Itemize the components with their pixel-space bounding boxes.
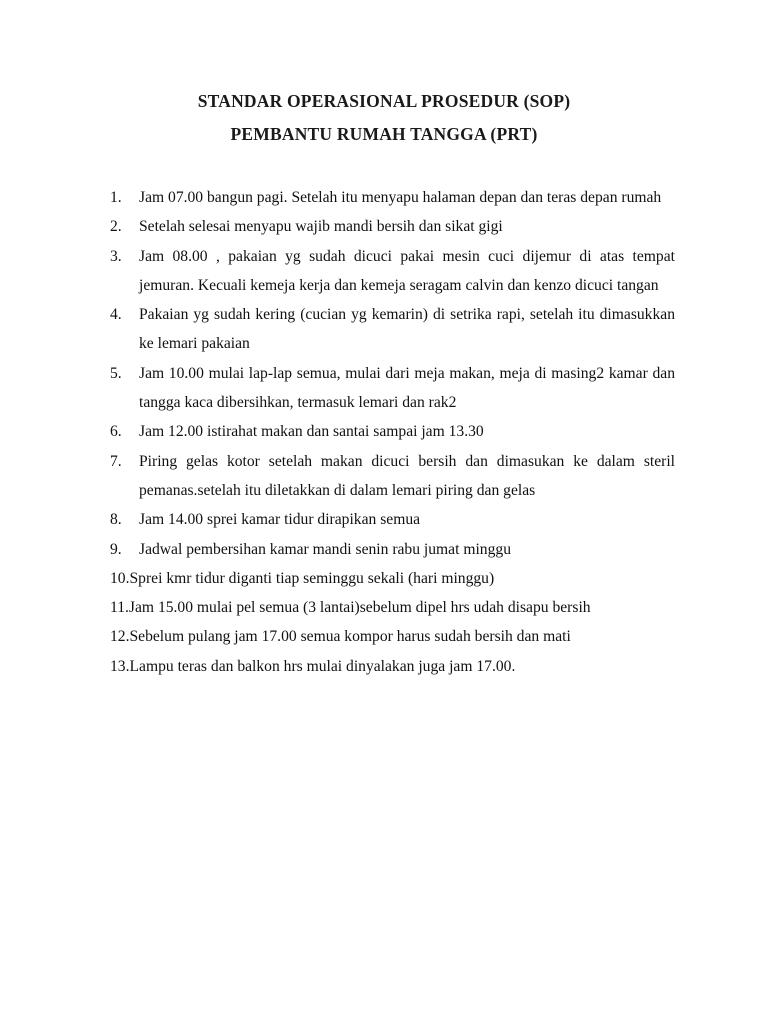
list-item-number: 13. [110,657,130,675]
list-item-number: 8. [110,511,122,529]
list-item-number: 1. [110,189,122,206]
document-title: STANDAR OPERASIONAL PROSEDUR (SOP) [197,91,571,111]
list-item-number: 3. [110,247,122,265]
list-item-number: 2. [110,218,122,236]
list-item-text: Piring gelas kotor setelah makan dicuci bersih dan dimasukan ke dalam steril pemanas.setelah itu diletakkan di dalam lemari piring dan gelas [139,452,675,499]
list-item [110,652,675,681]
list-item-number: 7. [110,452,122,470]
list-item-text: Jadwal pembersihan kamar mandi senin rabu jumat minggu [139,540,511,558]
list-item [110,535,675,564]
list-item [110,300,675,359]
sop-list [110,183,675,681]
list-item-text: Setelah selesai menyapu wajib mandi bersih dan sikat gigi [139,218,503,236]
list-item-text: Sebelum pulang jam 17.00 semua kompor harus sudah bersih dan mati [129,628,571,646]
list-item-number: 11. [110,599,129,617]
list-item [110,359,675,418]
list-item-number: 12. [110,628,130,646]
list-item-number: 5. [110,364,122,382]
list-item-text: Jam 07.00 bangun pagi. Setelah itu menyapu halaman depan dan teras depan rumah [139,189,662,206]
list-item-text: Jam 10.00 mulai lap-lap semua, mulai dari meja makan, meja di masing2 kamar dan tangga kaca dibersihkan, termasuk lemari dan rak2 [139,364,675,412]
list-item [110,212,675,241]
list-item [110,622,675,651]
list-item-text: Lampu teras dan balkon hrs mulai dinyalakan juga jam 17.00. [129,657,516,675]
list-item [110,505,675,534]
list-item [110,242,675,301]
list-item-number: 6. [110,423,122,441]
list-item-number: 10. [110,569,130,587]
list-item-text: Jam 15.00 mulai pel semua (3 lantai)sebelum dipel hrs udah disapu bersih [128,599,591,617]
list-item-text: Jam 14.00 sprei kamar tidur dirapikan semua [139,511,421,529]
list-item-text: Sprei kmr tidur diganti tiap seminggu sekali (hari minggu) [129,569,495,587]
list-item [110,564,675,593]
list-item-text: Pakaian yg sudah kering (cucian yg kemarin) di setrika rapi, setelah itu dimasukkan ke lemari pakaian [139,306,675,353]
list-item-number: 9. [110,540,122,558]
list-item-number: 4. [110,306,122,324]
document-subtitle: PEMBANTU RUMAH TANGGA (PRT) [230,124,538,144]
list-item [110,593,675,622]
list-item-text: Jam 12.00 istirahat makan dan santai sampai jam 13.30 [139,423,484,441]
list-item [110,417,675,446]
list-item [110,183,675,212]
list-item-text: Jam 08.00 , pakaian yg sudah dicuci pakai mesin cuci dijemur di atas tempat jemuran. Kecuali kemeja kerja dan kemeja seragam calvin dan kenzo dicuci tangan [139,247,675,294]
list-item [110,447,675,506]
